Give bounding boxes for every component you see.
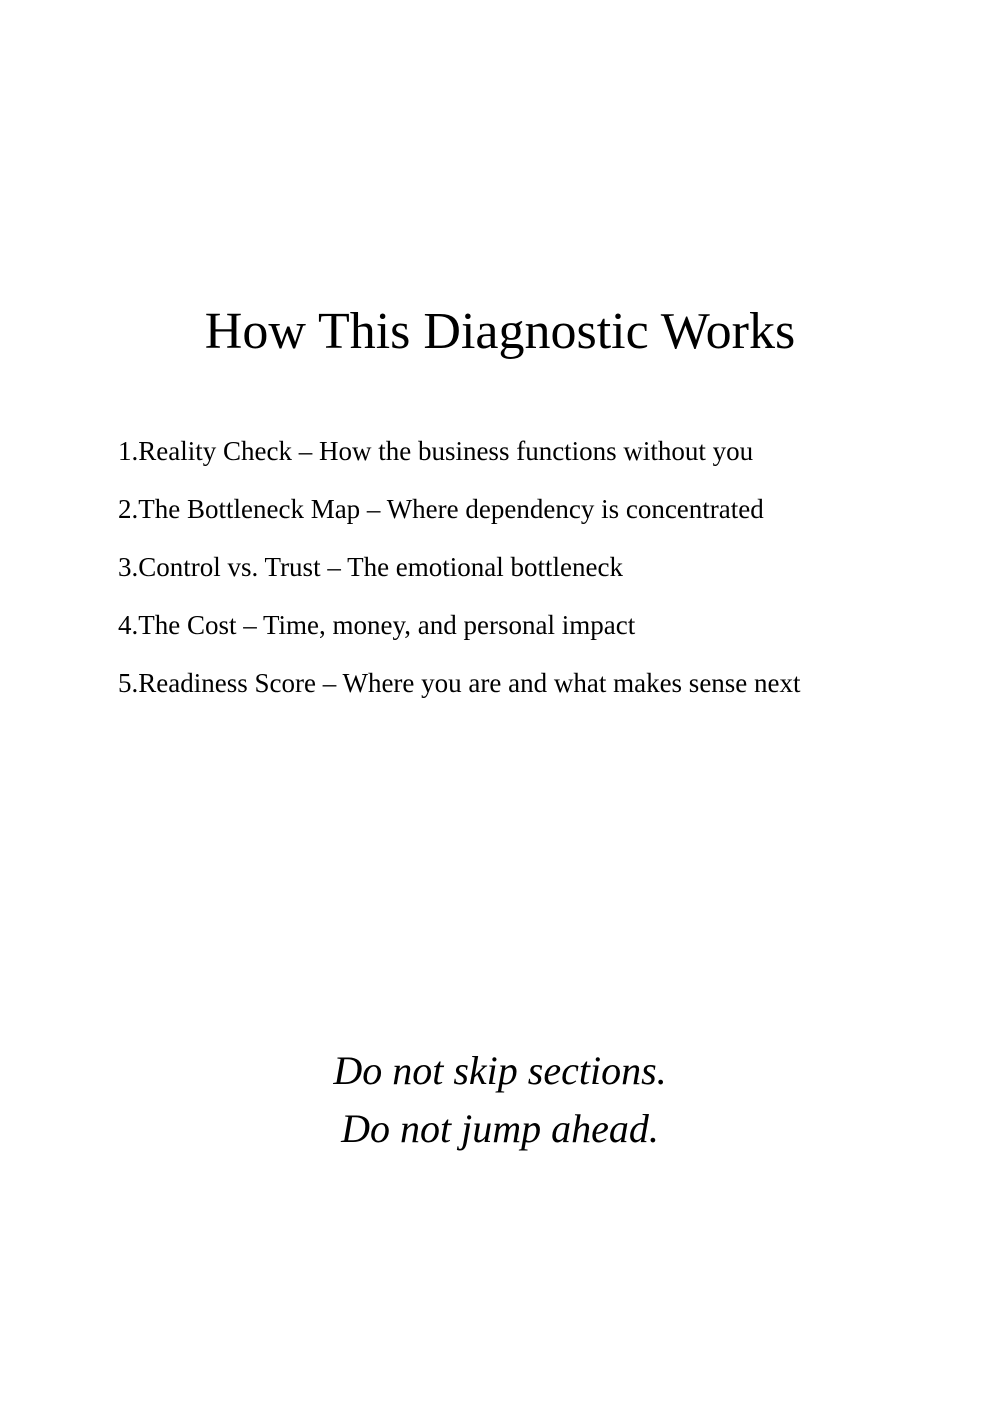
- instruction-line: Do not jump ahead.: [341, 1106, 659, 1151]
- step-item: 4.The Cost – Time, money, and personal impact: [118, 610, 636, 640]
- step-item: 3.Control vs. Trust – The emotional bottleneck: [118, 552, 623, 582]
- diagnostic-steps-list: [118, 422, 801, 712]
- instruction-line: Do not skip sections.: [333, 1048, 667, 1093]
- page-title: How This Diagnostic Works: [204, 303, 796, 360]
- instructions-note: [0, 1042, 1000, 1158]
- step-item: 1.Reality Check – How the business functions without you: [118, 436, 754, 466]
- step-item: 2.The Bottleneck Map – Where dependency is concentrated: [118, 494, 764, 524]
- step-item: 5.Readiness Score – Where you are and what makes sense next: [118, 668, 801, 698]
